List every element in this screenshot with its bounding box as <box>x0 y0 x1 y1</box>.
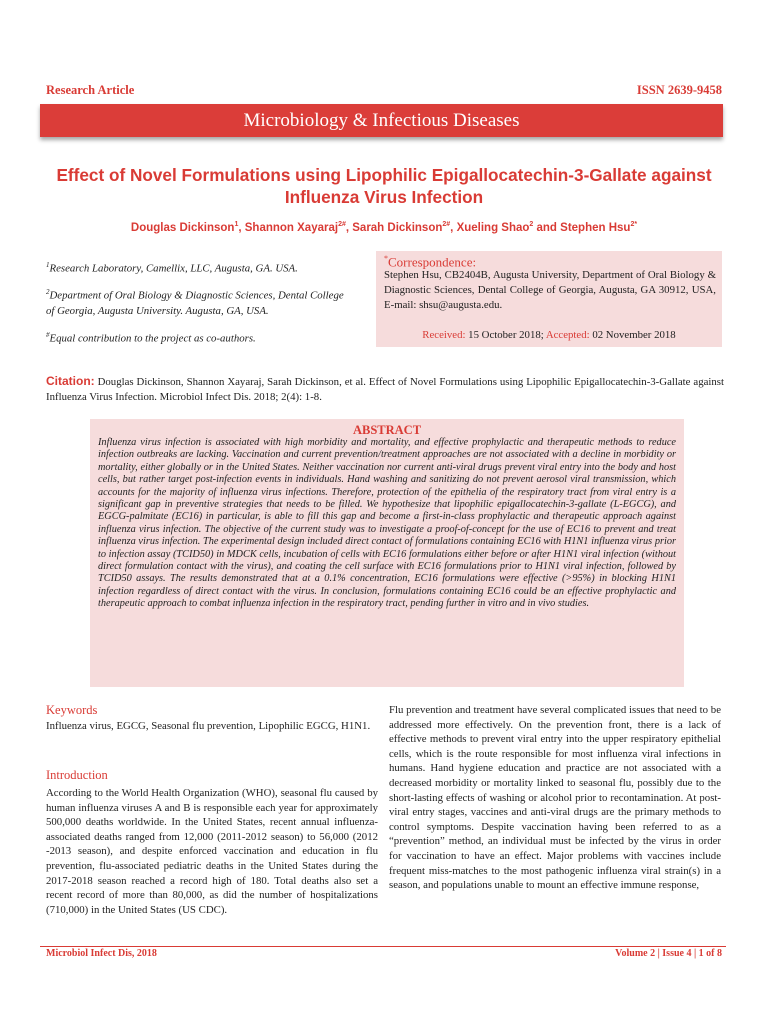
correspondence-text: Stephen Hsu, CB2404B, Augusta University, Department of Oral Biology & Diagnostic Sciences, Dental College of Georgia, Augusta, GA 30912, USA, E-mail: shsu@augusta.edu. <box>384 269 716 311</box>
received-label: Received: <box>422 329 466 341</box>
author-list: Douglas Dickinson$^1$, Shannon Xayaraj$^{2\#}$, Sarah Dickinson$^{2\#}$, Xueling Shao$^2$ and Stephen Hsu$^{2*}$ <box>130 221 638 234</box>
author-name: Shannon Xayaraj <box>244 221 339 234</box>
right-column-text: Flu prevention and treatment have several complicated issues that need to be addressed more effectively. On the prevention front, there is a lack of effective methods to prevent viral entry into the upper respiratory epithelial cells, which is the route responsible for most influenza viral infections in humans. Hand hygiene education and practice are not associated with a decreased morbidity or mortality linked to seasonal flu, possibly due to the short-lasting effects of washing or alcohol prior to recontamination. At post-viral entry stages, vaccines and anti-viral drugs are the primary methods to control symptoms. Despite vaccination having been referred to as a “prevention” method, an individual must be infected by the virus in order for vaccination to have an effect. Major problems with vaccines include frequent miss-matches to the most pathogenic influenza viral strain(s) in a season, and populations unable to mount an effective immune response, <box>389 704 721 892</box>
author-name: Douglas Dickinson <box>130 221 235 234</box>
author-affiliation-mark: 2# <box>338 221 346 228</box>
keywords-heading: Keywords <box>46 703 98 717</box>
keywords-text: Influenza virus, EGCG, Seasonal flu prevention, Lipophilic EGCG, H1N1. <box>46 720 371 732</box>
paper-title: Effect of Novel Formulations using Lipophilic Epigallocatechin-3-Gallate against Influenza Virus Infection <box>56 165 712 207</box>
abstract-heading: ABSTRACT <box>352 423 422 437</box>
affiliation-text: Equal contribution to the project as co-authors. <box>49 332 256 345</box>
author-name: Xueling Shao <box>456 221 530 234</box>
abstract-text: Influenza virus infection is associated with high morbidity and mortality, and effective prophylactic and therapeutic methods to reduce infection outbreaks are lacking. Vaccination and current prevention/treatment approaches are not associated with a decline in morbidity or mortality, either globally or in the United States. Neither vaccination nor current anti-viral drugs prevent viral entry into the body and host cells, but rather target post-infection events in individuals. Hand washing and sanitizing do not prevent aerosol viral transmission, which accounts for the majority of influenza virus infections. Therefore, protection of the epithelia of the respiratory tract from viral entry is a significant gap in preventive strategies that needs to be filled. We hypothesize that lipophilic epigallocatechin-3-gallate (L-EGCG), and EGCG-palmitate (EC16) in particular, is able to fill this gap and become a first-in-class prophylactic and therapeutic approach against influenza virus infection. The objective of the current study was to investigate a proof-of-concept for the use of EC16 to prevent and treat influenza virus infection. The experimental design included direct contact of formulations containing EC16 with H1N1 influenza virus prior to infection assay (TCID50) in MDCK cells, incubation of cells with EC16 formulations either before or after H1N1 viral infection (without direct formulation contact with the virus), and coating the cell surface with EC16 formulations prior to H1N1 viral infection, followed by TCID50 assays. The results demonstrated that at a 0.1% concentration, EC16 formulations were effective (>95%) in blocking H1N1 infection regardless of direct contact with the virus. In conclusion, formulations containing EC16 could be an effective prophylactic and therapeutic approach to combat influenza infection in the respiratory tract, pending further in vitro and in vivo studies. <box>98 437 676 610</box>
citation-label: Citation: <box>46 374 95 388</box>
affiliation-3 <box>46 328 346 347</box>
affiliation-2 <box>46 285 346 319</box>
author-name: Sarah Dickinson <box>352 221 443 234</box>
article-type: Research Article <box>46 83 135 97</box>
journal-banner <box>40 104 723 137</box>
citation <box>46 374 724 404</box>
introduction-text: According to the World Health Organization (WHO), seasonal flu caused by human influenza viruses A and B is responsible each year for approximately 500,000 deaths worldwide. In the United States, recent annual influenza-associated deaths ranged from 12,000 (2011-2012 season) to 56,000 (2012 -2013 season), and despite enforced vaccination and education in flu prevention, flu-associated pediatric deaths in the United States during the 2017-2018 season reached a record high of 180. Total deaths also set a recent record of more than 80,000, as did the number of hospitalizations (710,000) in the United States (US CDC). <box>46 787 378 916</box>
author-name: Stephen Hsu <box>560 221 631 234</box>
footer-page-info: Volume 2 | Issue 4 | 1 of 8 <box>615 948 722 959</box>
correspondence-box <box>376 251 722 347</box>
received-date: 15 October 2018; <box>468 329 544 341</box>
article-dates <box>376 329 722 341</box>
accepted-label: Accepted: <box>545 329 590 341</box>
correspondence-heading: *Correspondence: <box>384 254 477 270</box>
affiliation-1 <box>46 258 346 277</box>
footer-journal: Microbiol Infect Dis, 2018 <box>46 948 157 959</box>
affiliation-mark: # <box>46 331 50 339</box>
affiliation-mark: 2 <box>46 288 50 296</box>
issn: ISSN 2639-9458 <box>636 83 722 97</box>
introduction-heading: Introduction <box>46 768 108 782</box>
journal-name: Microbiology & Infectious Diseases <box>243 109 520 131</box>
author-affiliation-mark: 2# <box>442 221 451 228</box>
author-affiliation-mark: 2 <box>529 221 534 228</box>
accepted-date: 02 November 2018 <box>592 329 676 341</box>
author-affiliation-mark: 1 <box>234 221 239 228</box>
author-affiliation-mark: 2* <box>630 221 638 228</box>
affiliation-text: Research Laboratory, Camellix, LLC, Augusta, GA. USA. <box>49 262 298 275</box>
footer-divider <box>40 946 726 947</box>
abstract-box <box>90 419 684 687</box>
affiliation-text: Department of Oral Biology & Diagnostic Sciences, Dental College of Georgia, Augusta University. Augusta, GA, USA. <box>46 289 344 317</box>
affiliation-mark: 1 <box>46 261 50 269</box>
citation-text: Douglas Dickinson, Shannon Xayaraj, Sarah Dickinson, et al. Effect of Novel Formulations using Lipophilic Epigallocatechin-3-Gallate against Influenza Virus Infection. Microbiol Infect Dis. 2018; 2(4): 1-8. <box>46 376 724 403</box>
